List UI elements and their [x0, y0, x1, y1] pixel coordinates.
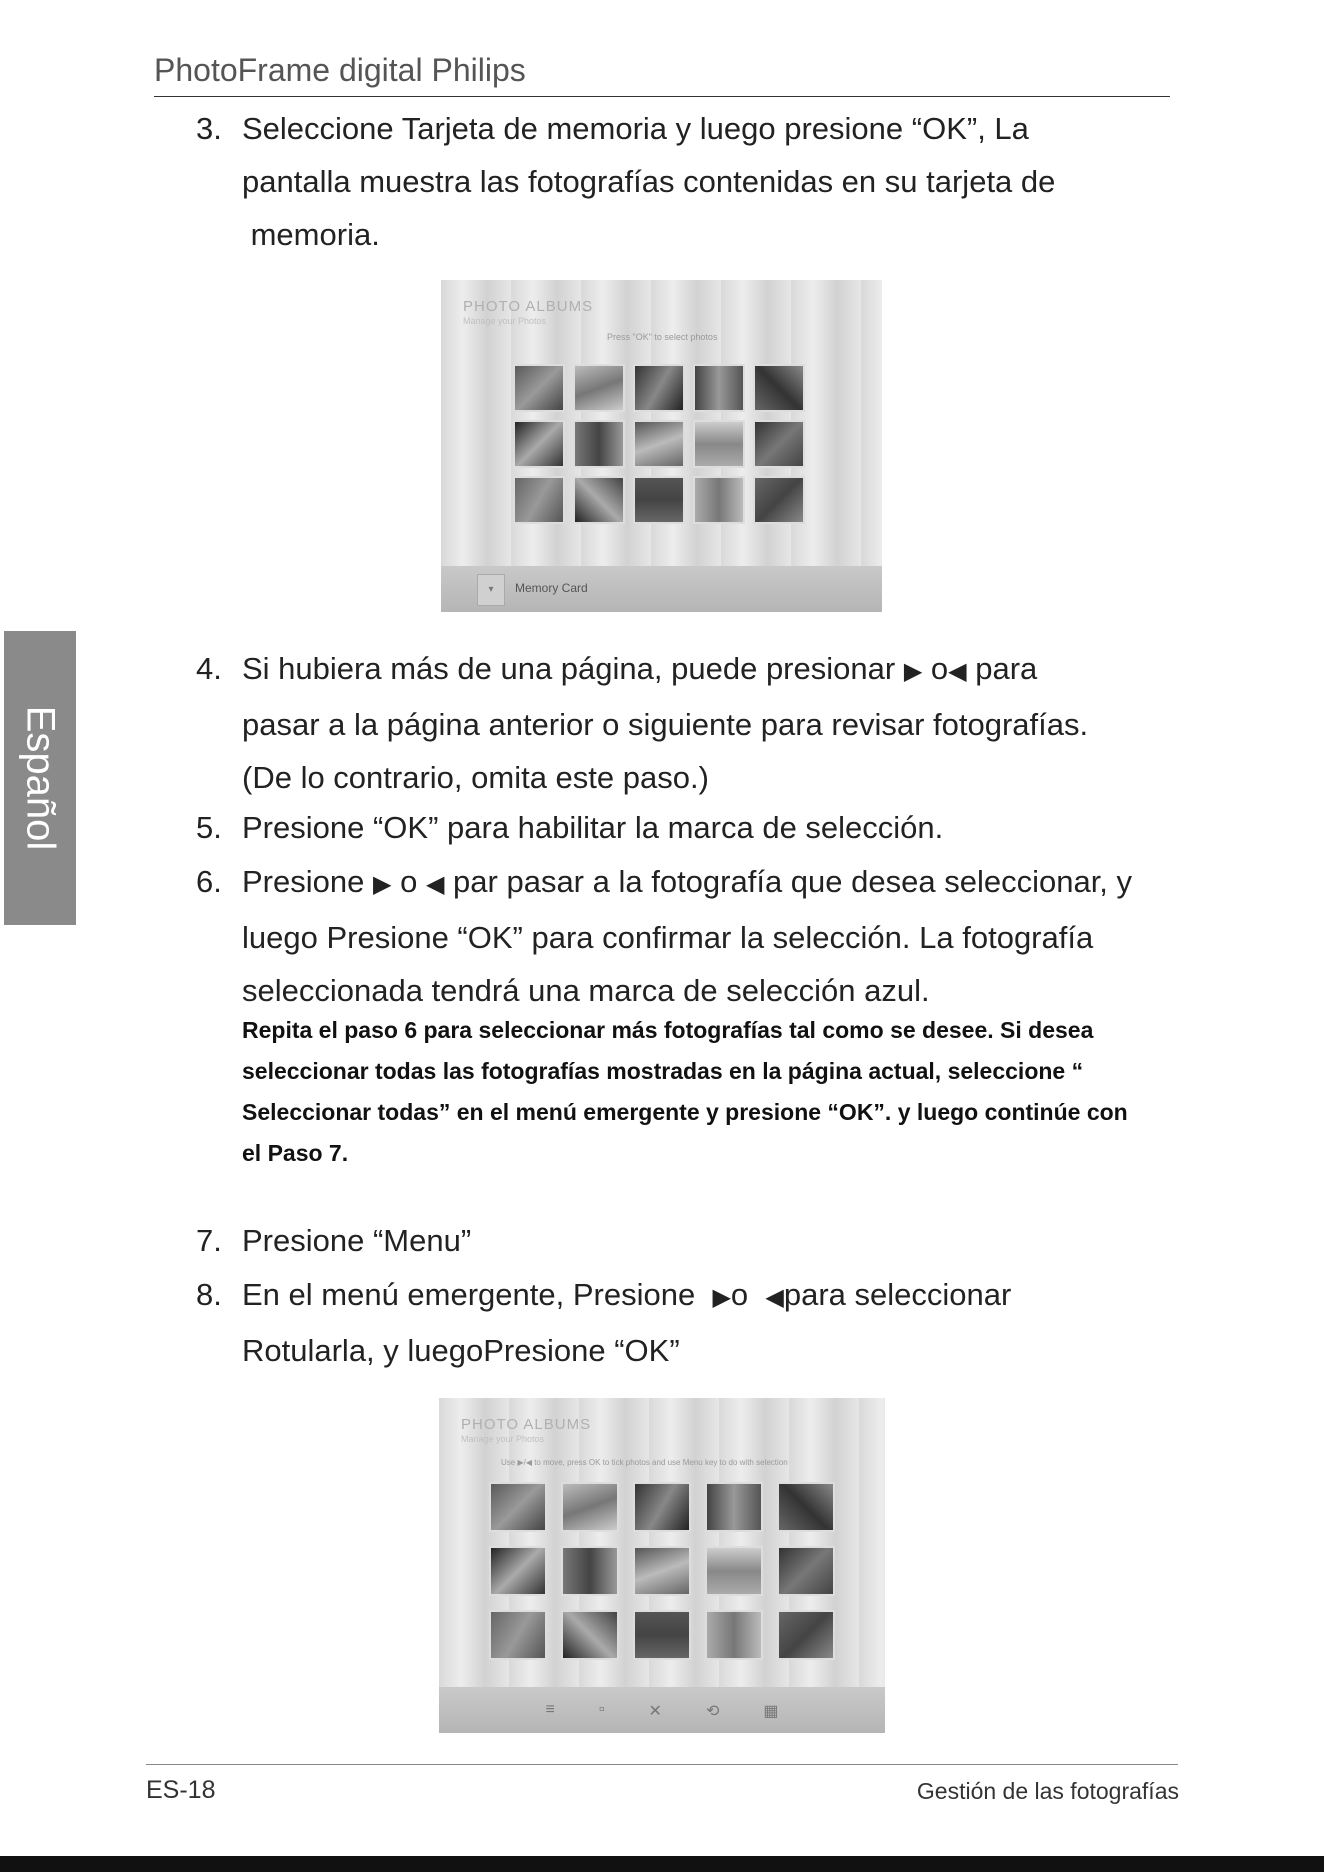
photo-thumbnail: [633, 420, 685, 468]
step-text-line: Seleccione Tarjeta de memoria y luego presione “OK”, La: [242, 111, 1029, 146]
photo-thumbnail: [753, 476, 805, 524]
step-text: o: [930, 651, 949, 686]
photo-albums-screenshot-1: [441, 280, 882, 612]
step-text-line: seleccionada tendrá una marca de selección azul.: [242, 973, 930, 1008]
step-text-line: [242, 642, 1242, 698]
header-rule: [154, 96, 1170, 97]
step-text-line: [242, 855, 1272, 911]
photo-thumbnail: [573, 476, 625, 524]
repeat-note: [242, 1010, 1192, 1174]
left-arrow-icon: ◀: [765, 1284, 784, 1311]
note-line: Seleccionar todas” en el menú emergente y presione “OK”. y luego continúe con: [242, 1099, 1128, 1125]
photo-thumbnail: [561, 1546, 619, 1596]
photo-thumbnail: [705, 1546, 763, 1596]
step-text: En el menú emergente, Presione: [242, 1277, 696, 1312]
photo-thumbnail: [489, 1482, 547, 1532]
photo-thumbnail: [777, 1610, 835, 1660]
footer-rule: [146, 1764, 1178, 1765]
thumbnail-grid: [489, 1482, 835, 1660]
photo-thumbnail: [633, 476, 685, 524]
right-arrow-icon: ▶: [372, 871, 392, 898]
screenshot-bottom-bar: [441, 566, 882, 612]
delete-icon: ✕: [648, 1703, 662, 1720]
memory-card-label: Memory Card: [515, 581, 588, 595]
note-line: seleccionar todas las fotografías mostradas en la página actual, seleccione “: [242, 1058, 1084, 1084]
photo-thumbnail: [513, 476, 565, 524]
step-text-line: Presione “Menu”: [242, 1223, 472, 1258]
step-text-line: pantalla muestra las fotografías contenidas en su tarjeta de: [242, 164, 1056, 199]
right-arrow-icon: ▶: [903, 658, 923, 685]
step-text-line: Presione “OK” para habilitar la marca de selección.: [242, 810, 944, 845]
photo-thumbnail: [705, 1482, 763, 1532]
note-line: Repita el paso 6 para seleccionar más fotografías tal como se desee. Si desea: [242, 1017, 1094, 1043]
step-text: o: [400, 864, 418, 899]
scan-edge: [0, 1856, 1324, 1872]
step-text: para seleccionar: [783, 1277, 1012, 1312]
step-text-line: memoria.: [242, 217, 380, 252]
step-text-line: pasar a la página anterior o siguiente para revisar fotografías.: [242, 707, 1089, 742]
screenshot-hint: Use ▶/◀ to move, press OK to tick photos and use Menu key to do with selection: [501, 1458, 788, 1467]
step-text-line: Rotularla, y luegoPresione “OK”: [242, 1333, 680, 1368]
photo-thumbnail: [561, 1482, 619, 1532]
photo-thumbnail: [753, 364, 805, 412]
photo-thumbnail: [633, 364, 685, 412]
step-text-line: (De lo contrario, omita este paso.): [242, 760, 709, 795]
photo-thumbnail: [573, 364, 625, 412]
left-arrow-icon: ◀: [948, 658, 967, 685]
photo-thumbnail: [753, 420, 805, 468]
memory-card-icon: ▾: [477, 574, 505, 606]
photo-thumbnail: [573, 420, 625, 468]
step-text: para: [975, 651, 1038, 686]
note-line: el Paso 7.: [242, 1140, 349, 1166]
popup-menu-bar: [439, 1687, 885, 1733]
left-arrow-icon: ◀: [425, 871, 445, 898]
step-number: 5.: [196, 810, 222, 845]
step-text: Presione: [242, 864, 365, 899]
right-arrow-icon: ▶: [712, 1284, 731, 1311]
step-text: par pasar a la fotografía que desea seleccionar, y: [453, 864, 1133, 899]
copy-icon: ▫: [598, 1701, 605, 1718]
step-number: 8.: [196, 1277, 222, 1312]
thumbnail-grid: [513, 364, 805, 524]
photo-thumbnail: [633, 1482, 691, 1532]
step-text-line: luego Presione “OK” para confirmar la selección. La fotografía: [242, 920, 1094, 955]
screenshot-title: PHOTO ALBUMS: [463, 298, 594, 315]
step-number: 4.: [196, 651, 222, 686]
photo-thumbnail: [777, 1546, 835, 1596]
running-header: PhotoFrame digital Philips: [154, 52, 526, 88]
photo-thumbnail: [693, 364, 745, 412]
photo-thumbnail: [633, 1610, 691, 1660]
step-text: o: [730, 1277, 749, 1312]
page-number: ES-18: [146, 1776, 216, 1804]
photo-thumbnail: [561, 1610, 619, 1660]
photo-albums-screenshot-2: [439, 1398, 885, 1733]
photo-thumbnail: [489, 1610, 547, 1660]
language-label: Español: [18, 705, 63, 851]
step-number: 7.: [196, 1223, 222, 1258]
step-text: Si hubiera más de una página, puede presionar: [242, 651, 896, 686]
photo-thumbnail: [633, 1546, 691, 1596]
photo-thumbnail: [777, 1482, 835, 1532]
screenshot-hint: Press "OK" to select photos: [607, 332, 718, 342]
step-number: 6.: [196, 864, 222, 899]
photo-thumbnail: [513, 364, 565, 412]
screenshot-subtitle: Manage your Photos: [463, 316, 547, 326]
step-number: 3.: [196, 111, 222, 146]
screenshot-subtitle: Manage your Photos: [461, 1434, 545, 1444]
photo-thumbnail: [693, 420, 745, 468]
rotate-icon: ⟲: [705, 1703, 720, 1720]
photo-thumbnail: [693, 476, 745, 524]
menu-list-icon: ≡: [545, 1701, 555, 1718]
step-text-line: [242, 1268, 1242, 1324]
language-side-tab: [4, 631, 76, 925]
section-title: Gestión de las fotografías: [916, 1778, 1179, 1804]
photo-thumbnail: [513, 420, 565, 468]
screenshot-title: PHOTO ALBUMS: [461, 1416, 592, 1433]
photo-thumbnail: [705, 1610, 763, 1660]
select-all-icon: ▦: [763, 1703, 779, 1720]
photo-thumbnail: [489, 1546, 547, 1596]
